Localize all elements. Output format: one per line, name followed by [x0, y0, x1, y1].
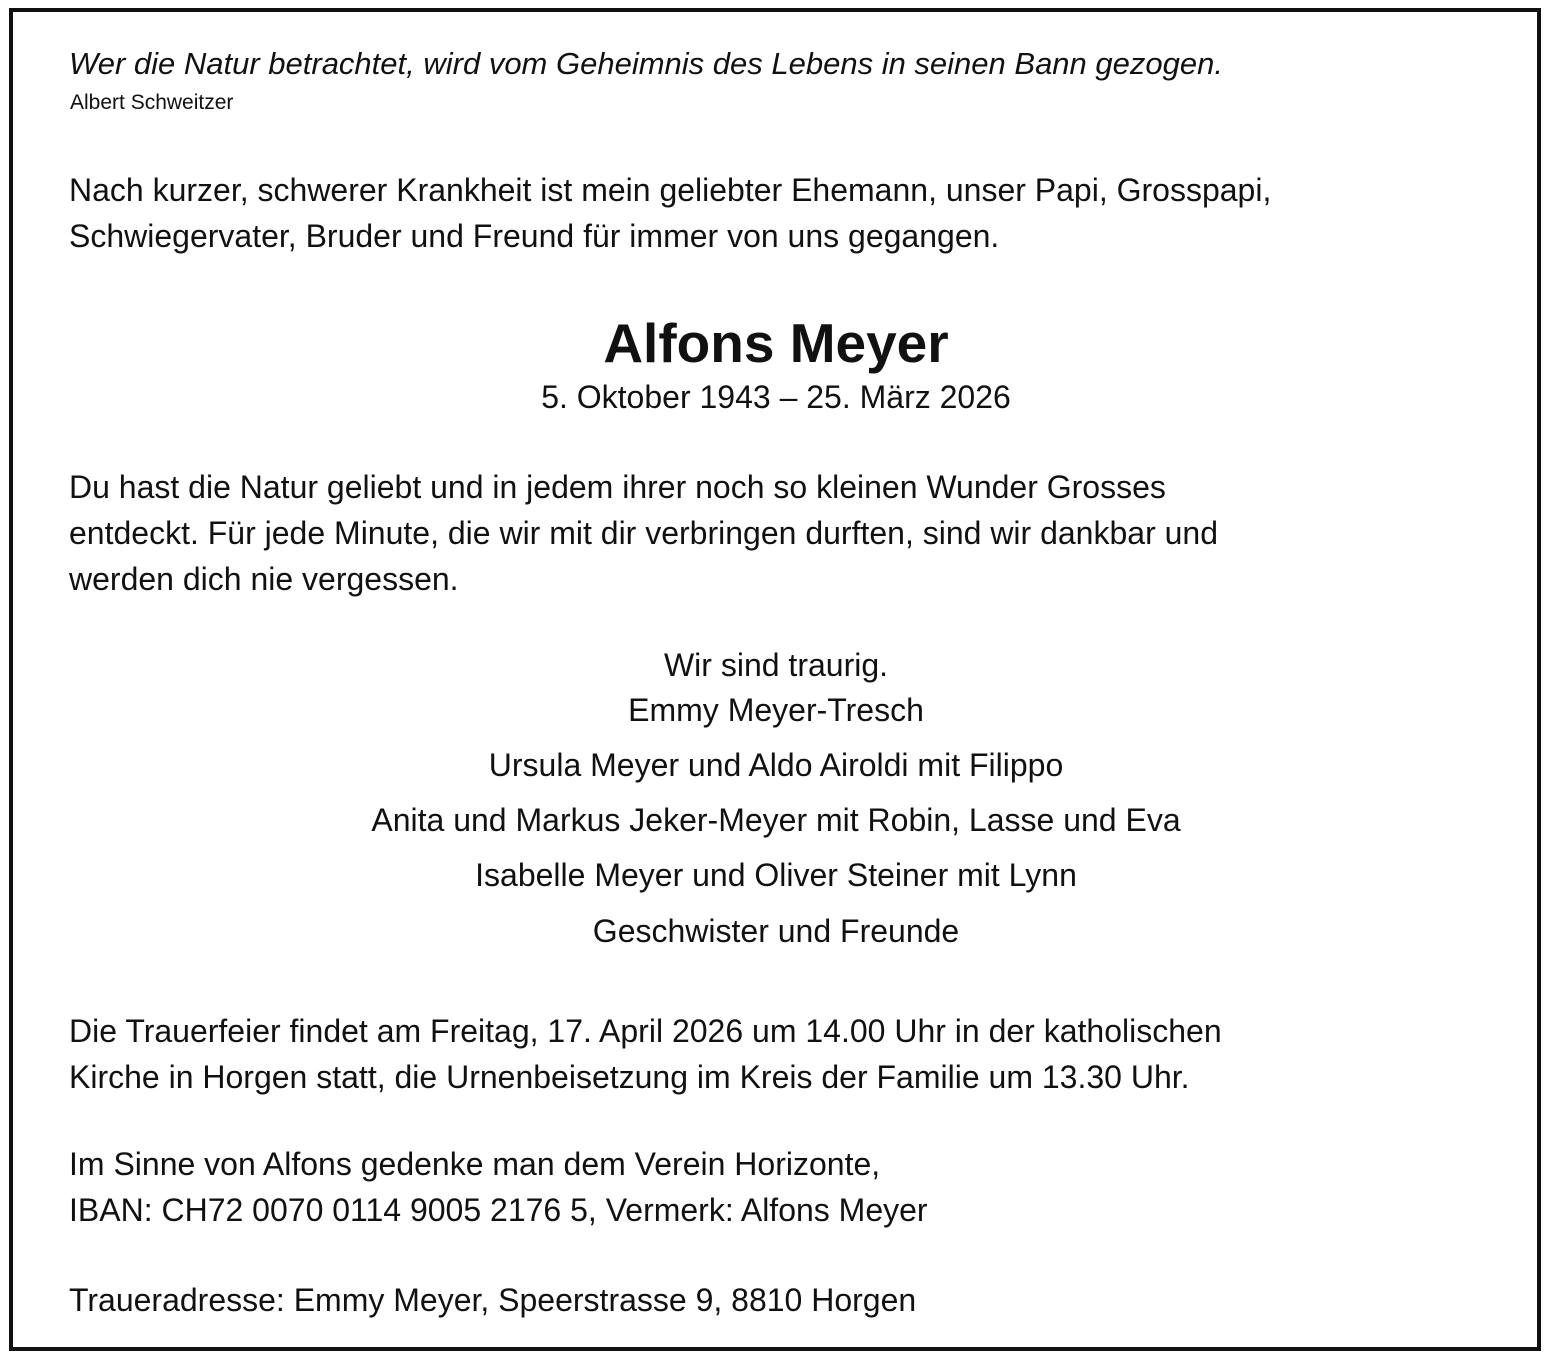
- epigraph-quote: Wer die Natur betrachtet, wird vom Geheimnis des Lebens in seinen Bann gezogen.: [69, 46, 1223, 81]
- donation-paragraph: [69, 1141, 928, 1233]
- mourner-name: Emmy Meyer-Tresch: [628, 692, 924, 728]
- funeral-line: Kirche in Horgen statt, die Urnenbeisetzung im Kreis der Familie um 13.30 Uhr.: [69, 1059, 1190, 1095]
- tribute-line: Du hast die Natur geliebt und in jedem ihrer noch so kleinen Wunder Grosses: [69, 469, 1166, 505]
- mourner-name: Isabelle Meyer und Oliver Steiner mit Lynn: [475, 857, 1077, 893]
- funeral-line: Die Trauerfeier findet am Freitag, 17. April 2026 um 14.00 Uhr in der katholischen: [69, 1013, 1222, 1049]
- epigraph-author: Albert Schweitzer: [70, 91, 234, 114]
- donation-line: Im Sinne von Alfons gedenke man dem Verein Horizonte,: [69, 1146, 881, 1182]
- intro-line: Schwiegervater, Bruder und Freund für immer von uns gegangen.: [69, 218, 1000, 254]
- mourners-intro: Wir sind traurig.: [663, 647, 889, 683]
- intro-line: Nach kurzer, schwerer Krankheit ist mein geliebter Ehemann, unser Papi, Grosspapi,: [69, 172, 1272, 208]
- mourning-address: Traueradresse: Emmy Meyer, Speerstrasse 9, 8810 Horgen: [69, 1282, 917, 1318]
- mourner-name: Ursula Meyer und Aldo Airoldi mit Filippo: [488, 747, 1064, 783]
- funeral-paragraph: [69, 1008, 1222, 1100]
- tribute-paragraph: [69, 464, 1218, 602]
- mourner-name: Geschwister und Freunde: [592, 913, 960, 949]
- mourner-name: Anita und Markus Jeker-Meyer mit Robin, Lasse und Eva: [371, 802, 1181, 838]
- tribute-line: entdeckt. Für jede Minute, die wir mit dir verbringen durften, sind wir dankbar und: [69, 515, 1218, 551]
- deceased-name: Alfons Meyer: [603, 312, 949, 374]
- life-dates: 5. Oktober 1943 – 25. März 2026: [541, 379, 1011, 415]
- tribute-line: werden dich nie vergessen.: [69, 561, 459, 597]
- intro-paragraph: [69, 167, 1271, 259]
- donation-line: IBAN: CH72 0070 0114 9005 2176 5, Vermerk: Alfons Meyer: [69, 1192, 928, 1228]
